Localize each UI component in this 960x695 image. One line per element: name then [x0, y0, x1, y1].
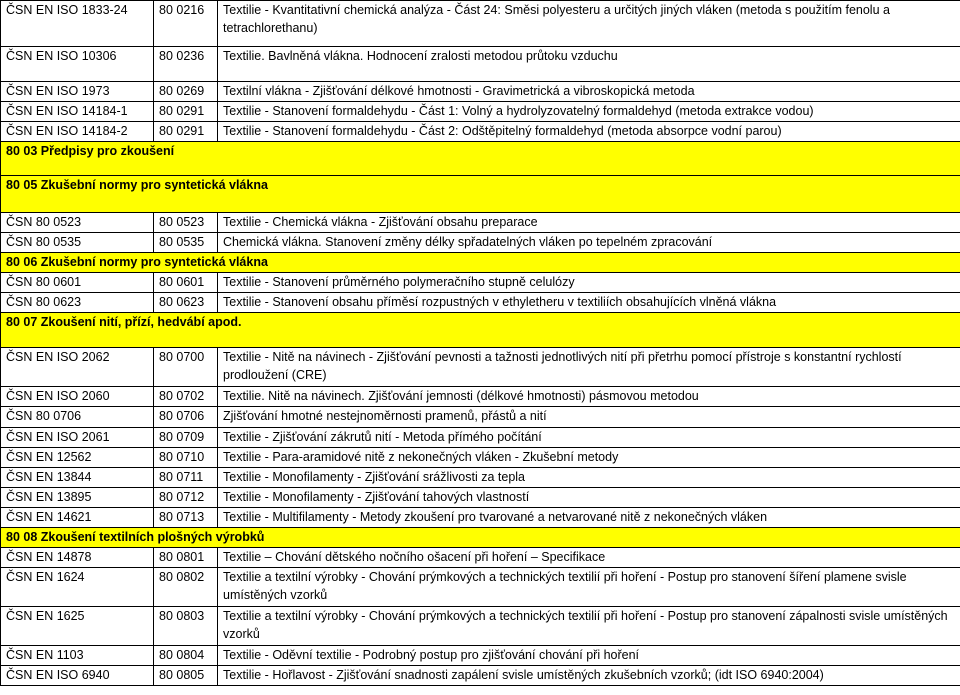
standard-code: ČSN EN ISO 1973	[1, 82, 154, 102]
table-row	[1, 387, 960, 407]
section-header: 80 03 Předpisy pro zkoušení	[1, 142, 960, 176]
standard-code: ČSN 80 0706	[1, 407, 154, 428]
standard-code: ČSN EN ISO 1833-24	[1, 1, 154, 47]
table-row	[1, 122, 960, 142]
standard-title: Textilie - Chemická vlákna - Zjišťování obsahu preparace	[218, 213, 960, 233]
standard-code: ČSN EN 14621	[1, 508, 154, 528]
table-row	[1, 102, 960, 122]
table-row	[1, 646, 960, 666]
table-row	[1, 407, 960, 428]
classification-number: 80 0711	[154, 468, 218, 488]
standard-title: Textilie - Para-aramidové nitě z nekonečných vláken - Zkušební metody	[218, 448, 960, 468]
section-header-row	[1, 528, 960, 548]
classification-number: 80 0802	[154, 568, 218, 607]
classification-number: 80 0709	[154, 428, 218, 448]
standard-code: ČSN EN ISO 2060	[1, 387, 154, 407]
standard-title: Textilie - Stanovení formaldehydu - Část 2: Odštěpitelný formaldehyd (metoda absorpce vodní parou)	[218, 122, 960, 142]
standard-title: Textilní vlákna - Zjišťování délkové hmotnosti - Gravimetrická a vibroskopická metoda	[218, 82, 960, 102]
standard-code: ČSN 80 0523	[1, 213, 154, 233]
classification-number: 80 0804	[154, 646, 218, 666]
standard-code: ČSN 80 0601	[1, 273, 154, 293]
table-row	[1, 273, 960, 293]
standard-code: ČSN EN 1624	[1, 568, 154, 607]
classification-number: 80 0601	[154, 273, 218, 293]
standard-title: Textilie - Oděvní textilie - Podrobný postup pro zjišťování chování při hoření	[218, 646, 960, 666]
section-header-row	[1, 253, 960, 273]
standard-title: Textilie a textilní výrobky - Chování prýmkových a technických textilií při hoření - Postup pro stanovení zápalnosti svisle umístěných vzorků	[218, 607, 960, 646]
table-row	[1, 488, 960, 508]
section-header: 80 08 Zkoušení textilních plošných výrobků	[1, 528, 960, 548]
classification-number: 80 0523	[154, 213, 218, 233]
classification-number: 80 0216	[154, 1, 218, 47]
standard-title: Textilie - Stanovení průměrného polymeračního stupně celulózy	[218, 273, 960, 293]
section-header: 80 05 Zkušební normy pro syntetická vlákna	[1, 176, 960, 213]
section-header-row	[1, 142, 960, 176]
standard-title: Textilie. Nitě na návinech. Zjišťování jemnosti (délkové hmotnosti) pásmovou metodou	[218, 387, 960, 407]
standard-code: ČSN EN ISO 6940	[1, 666, 154, 686]
standard-title: Textilie - Stanovení obsahu příměsí rozpustných v ethyletheru v textiliích obsahujících vlněná vlákna	[218, 293, 960, 313]
standard-code: ČSN EN 1103	[1, 646, 154, 666]
classification-number: 80 0291	[154, 122, 218, 142]
table-row	[1, 448, 960, 468]
standard-title: Textilie a textilní výrobky - Chování prýmkových a technických textilií při hoření - Postup pro stanovení šíření plamene svisle umístěných vzorků	[218, 568, 960, 607]
classification-number: 80 0702	[154, 387, 218, 407]
standard-title: Textilie – Chování dětského nočního ošacení při hoření – Specifikace	[218, 548, 960, 568]
table-row	[1, 666, 960, 686]
table-row	[1, 233, 960, 253]
table-row	[1, 468, 960, 488]
classification-number: 80 0803	[154, 607, 218, 646]
standard-title: Textilie - Kvantitativní chemická analýza - Část 24: Směsi polyesteru a určitých jiných vláken (metoda s použitím fenolu a tetrachlorethanu)	[218, 1, 960, 47]
standard-title: Textilie - Nitě na návinech - Zjišťování pevnosti a tažnosti jednotlivých nití při přetrhu pomocí přístroje s konstantní rychlostí prodloužení (CRE)	[218, 348, 960, 387]
standard-title: Textilie - Monofilamenty - Zjišťování srážlivosti za tepla	[218, 468, 960, 488]
standard-code: ČSN EN 1625	[1, 607, 154, 646]
standard-title: Textilie - Monofilamenty - Zjišťování tahových vlastností	[218, 488, 960, 508]
standard-title: Textilie - Multifilamenty - Metody zkoušení pro tvarované a netvarované nitě z nekonečných vláken	[218, 508, 960, 528]
table-row	[1, 428, 960, 448]
standard-code: ČSN EN 12562	[1, 448, 154, 468]
classification-number: 80 0623	[154, 293, 218, 313]
classification-number: 80 0535	[154, 233, 218, 253]
table-row	[1, 1, 960, 47]
table-row	[1, 607, 960, 646]
table-row	[1, 82, 960, 102]
classification-number: 80 0236	[154, 47, 218, 82]
section-header-row	[1, 176, 960, 213]
standard-title: Textilie - Hořlavost - Zjišťování snadnosti zapálení svisle umístěných zkušebních vzorků; (idt ISO 6940:2004)	[218, 666, 960, 686]
section-header-row	[1, 313, 960, 348]
classification-number: 80 0801	[154, 548, 218, 568]
standard-code: ČSN EN ISO 14184-1	[1, 102, 154, 122]
table-row	[1, 293, 960, 313]
standard-code: ČSN EN ISO 2061	[1, 428, 154, 448]
classification-number: 80 0706	[154, 407, 218, 428]
standard-code: ČSN EN 14878	[1, 548, 154, 568]
classification-number: 80 0710	[154, 448, 218, 468]
standard-code: ČSN EN ISO 10306	[1, 47, 154, 82]
standard-title: Textilie - Zjišťování zákrutů nití - Metoda přímého počítání	[218, 428, 960, 448]
standard-title: Textilie - Stanovení formaldehydu - Část 1: Volný a hydrolyzovatelný formaldehyd (metoda extrakce vodou)	[218, 102, 960, 122]
standard-title: Textilie. Bavlněná vlákna. Hodnocení zralosti metodou průtoku vzduchu	[218, 47, 960, 82]
table-row	[1, 348, 960, 387]
classification-number: 80 0269	[154, 82, 218, 102]
standard-code: ČSN EN ISO 2062	[1, 348, 154, 387]
table-row	[1, 548, 960, 568]
standard-code: ČSN EN ISO 14184-2	[1, 122, 154, 142]
table-row	[1, 568, 960, 607]
standard-code: ČSN EN 13844	[1, 468, 154, 488]
standard-title: Zjišťování hmotné nestejnoměrnosti pramenů, přástů a nití	[218, 407, 960, 428]
standard-code: ČSN 80 0535	[1, 233, 154, 253]
section-header: 80 07 Zkoušení nití, přízí, hedvábí apod.	[1, 313, 960, 348]
section-header: 80 06 Zkušební normy pro syntetická vlákna	[1, 253, 960, 273]
classification-number: 80 0712	[154, 488, 218, 508]
standard-code: ČSN EN 13895	[1, 488, 154, 508]
table-row	[1, 213, 960, 233]
classification-number: 80 0291	[154, 102, 218, 122]
classification-number: 80 0805	[154, 666, 218, 686]
classification-number: 80 0700	[154, 348, 218, 387]
standard-code: ČSN 80 0623	[1, 293, 154, 313]
table-row	[1, 508, 960, 528]
standard-title: Chemická vlákna. Stanovení změny délky spřadatelných vláken po tepelném zpracování	[218, 233, 960, 253]
classification-number: 80 0713	[154, 508, 218, 528]
standards-table-body	[1, 1, 960, 686]
table-row	[1, 47, 960, 82]
